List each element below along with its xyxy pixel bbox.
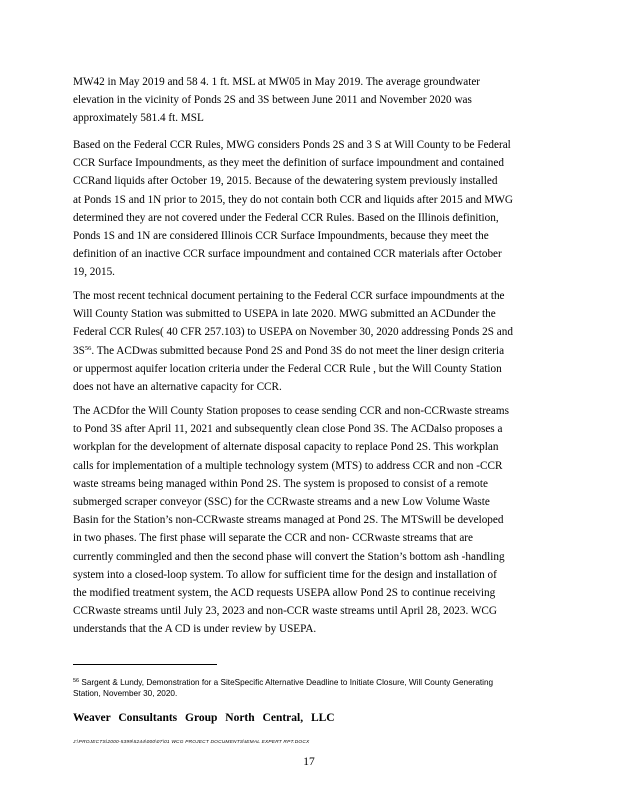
text-line: currently commingled and then the second phase will convert the Station’s bottom ash -handling [73,550,505,563]
text-line: or uppermost aquifer location criteria under the Federal CCR Rule , but the Will County Station [73,362,502,375]
text-line-start: 3S [73,344,85,357]
footnote-marker: 56 [73,678,80,684]
text-line: The ACDfor the Will County Station proposes to cease sending CCR and non-CCRwaste streams [73,405,509,417]
text-line: Federal CCR Rules( 40 CFR 257.103) to USEPA on November 30, 2020 addressing Ponds 2S and [73,326,513,339]
text-line: The most recent technical document pertaining to the Federal CCR surface impoundments at the [73,290,505,302]
file-path: J:\PROJECTS\2000-5399\5244\000\07\01 WCG PROJECT DOCUMENTS\IEMAL EXPERT RPT.DOCX [73,740,310,745]
text-line: in two phases. The first phase will separate the CCR and non- CCRwaste streams that are [73,532,473,545]
page-number: 17 [303,756,315,768]
text-line: definition of an inactive CCR surface impoundment and contained CCR materials after October [73,248,502,261]
text-line: submerged scraper conveyor (SSC) for the CCRwaste streams and a new Low Volume Waste [73,496,490,509]
footnote-line: Station, November 30, 2020. [73,688,178,698]
text-line: system into a closed-loop system. To allow for sufficient time for the design and installation of [73,568,497,581]
text-line: Basin for the Station’s non-CCRwaste streams managed at Pond 2S. The MTSwill be developed [73,514,504,527]
footnote-reference: 56 [84,344,92,352]
text-line: determined they are not covered under the Federal CCR Rules. Based on the Illinois definition, [73,211,499,224]
text-line: to Pond 3S after April 11, 2021 and subsequently clean close Pond 3S. The ACDalso proposes a [73,423,503,436]
text-line: workplan for the development of alternate disposal capacity to replace Pond 2S. This workplan [73,441,499,454]
text-line [73,342,543,360]
text-line: approximately 581.4 ft. MSL [73,112,204,125]
text-line: 19, 2015. [73,266,115,279]
text-line: Will County Station was submitted to USEPA in late 2020. MWG submitted an ACDunder the [73,308,496,321]
text-line: MW42 in May 2019 and 58 4. 1 ft. MSL at MW05 in May 2019. The average groundwater [73,76,481,88]
footnote-line [73,678,551,689]
paragraph-federal-ccr-rules [73,136,543,282]
text-line: Based on the Federal CCR Rules, MWG considers Ponds 2S and 3 S at Will County to be Federal [73,139,511,151]
text-line: does not have an alternative capacity for CCR. [73,381,282,394]
paragraph-acd-proposal [73,402,543,639]
text-line: at Ponds 1S and 1N prior to 2015, they do not contain both CCR and liquids after 2015 and MWG [73,193,513,206]
text-line-rest: . The ACDwas submitted because Pond 2S and Pond 3S do not meet the liner design criteria [91,344,505,357]
text-line: CCR Surface Impoundments, as they meet the definition of surface impoundment and contained [73,157,504,170]
paragraph-technical-document [73,287,543,396]
text-line: CCRwaste streams until July 23, 2023 and non-CCR waste streams until April 28, 2023. WCG [73,605,497,618]
footnote-separator [73,664,217,665]
text-line: the modified treatment system, the ACD requests USEPA allow Pond 2S to continue receiving [73,587,496,600]
company-name: Weaver Consultants Group North Central, LLC [73,712,335,724]
text-line: Ponds 1S and 1N are considered Illinois CCR Surface Impoundments, because they meet the [73,230,489,243]
footnote-text: Sargent & Lundy, Demonstration for a SiteSpecific Alternative Deadline to Initiate Closure, Will County Generating [79,678,494,687]
text-line: waste streams being managed within Pond 2S. The system is proposed to consist of a remote [73,477,488,490]
text-line: elevation in the vicinity of Ponds 2S and 3S between June 2011 and November 2020 was [73,94,472,107]
text-line: understands that the A CD is under review by USEPA. [73,623,317,636]
footnote [73,678,551,699]
text-line: calls for implementation of a multiple technology system (MTS) to address CCR and non -CCR [73,459,503,472]
text-line: CCRand liquids after October 19, 2015. Because of the dewatering system previously installed [73,175,498,188]
paragraph-groundwater-elevation [73,73,543,128]
